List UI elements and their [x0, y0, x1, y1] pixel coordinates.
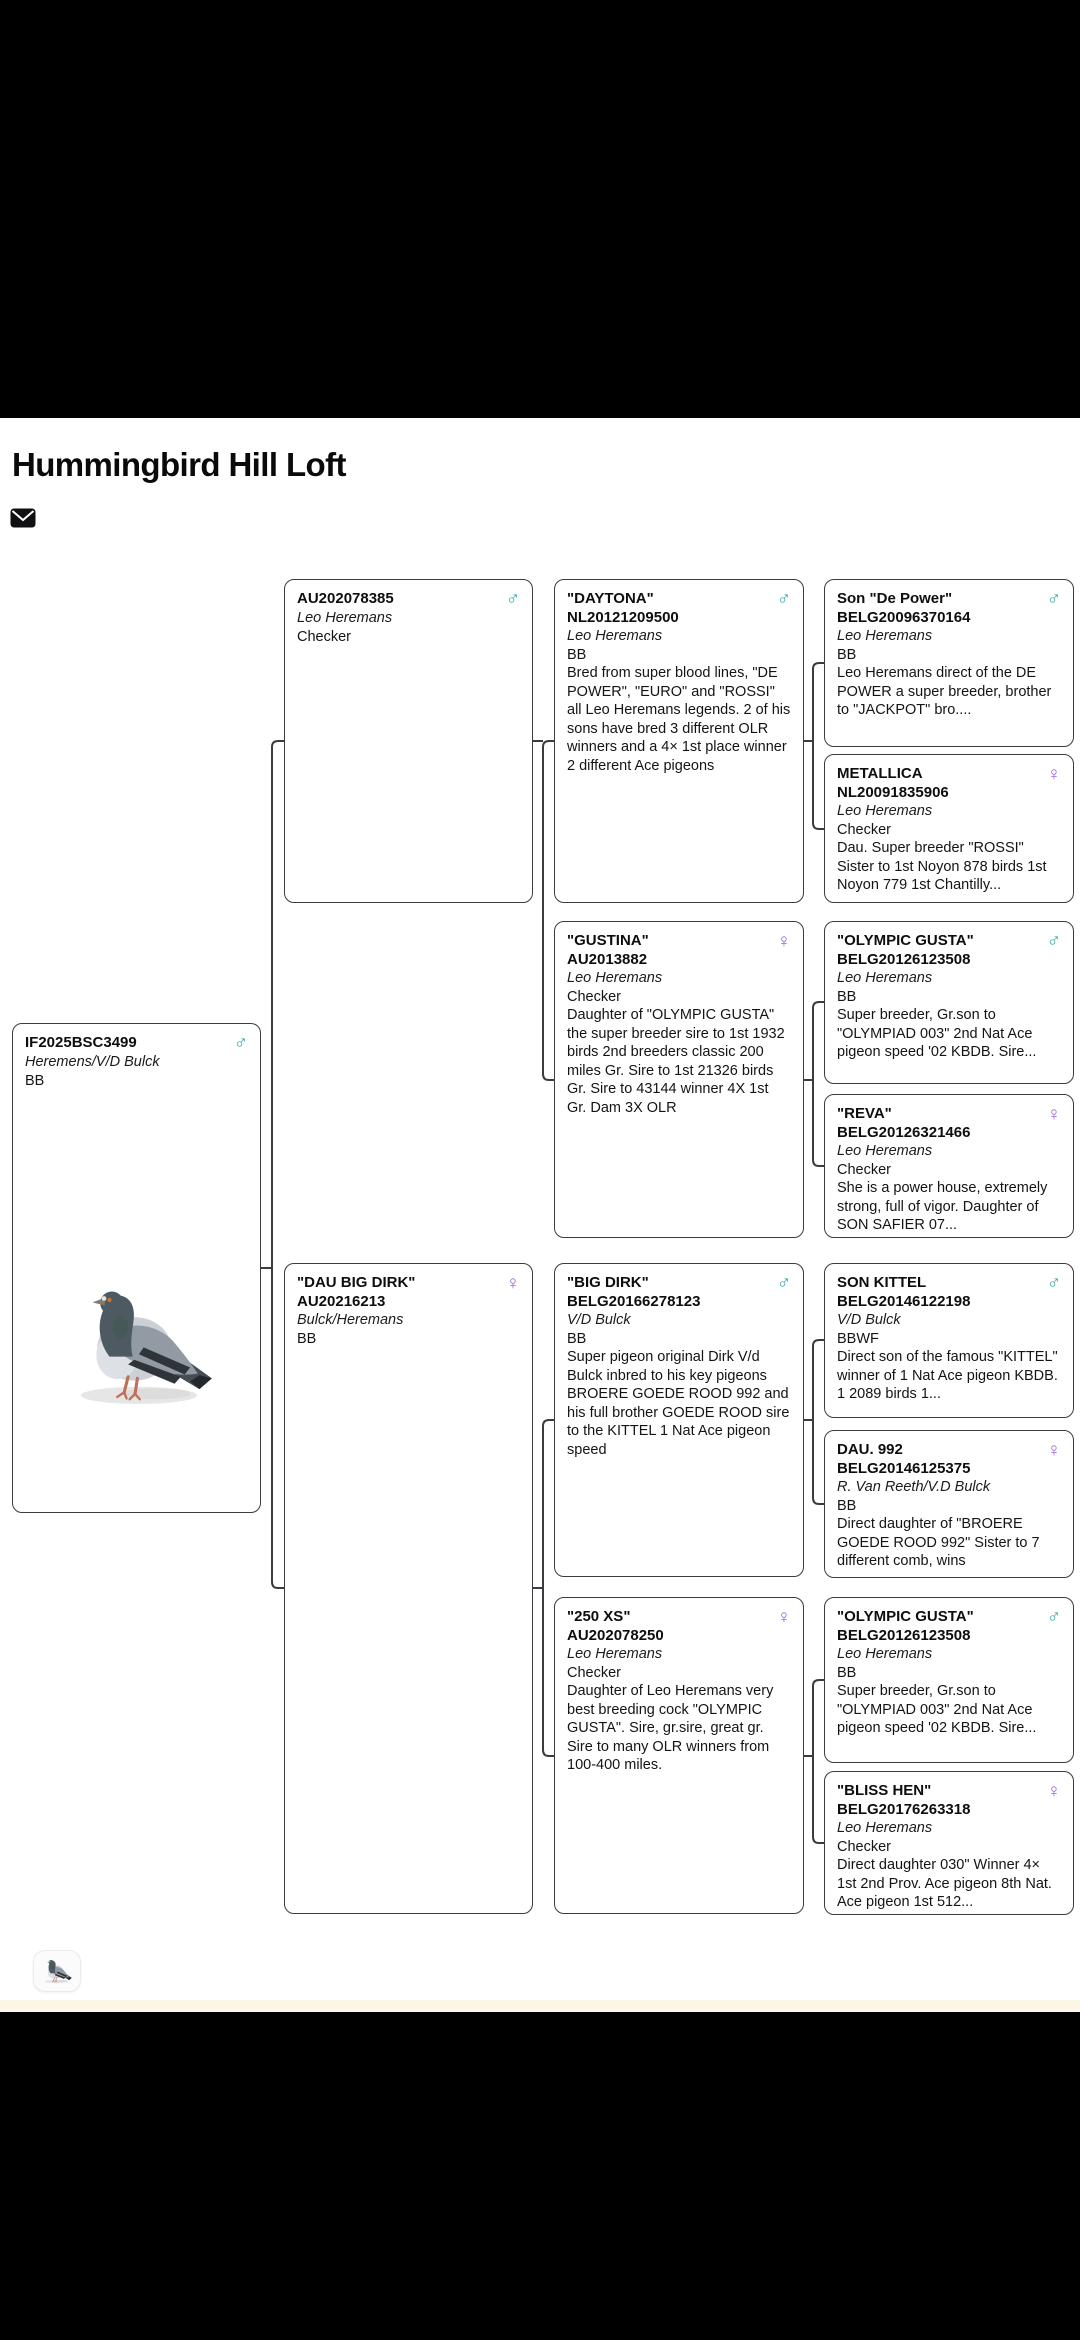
sex-icon: ♂ — [233, 1033, 248, 1054]
bird-band: BELG20146122198 — [837, 1292, 971, 1310]
sex-icon: ♀ — [1046, 1781, 1061, 1802]
bird-card-sire[interactable] — [284, 579, 533, 903]
connector-line — [543, 741, 554, 1080]
bird-description: Daughter of Leo Heremans very best breeding cock "OLYMPIC GUSTA". Sire, gr.sire, great gr. Sire to many OLR winners from 100-400 miles. — [567, 1683, 774, 1773]
bird-name: "OLYMPIC GUSTA" — [837, 1608, 974, 1625]
bird-band: AU20216213 — [297, 1292, 386, 1310]
sex-icon: ♂ — [505, 589, 520, 610]
sex-icon: ♂ — [1046, 1273, 1061, 1294]
connector-line — [272, 741, 284, 1588]
bird-color: BB — [837, 988, 857, 1005]
sex-icon: ♀ — [1046, 1440, 1061, 1461]
bird-card-gen4-6[interactable] — [824, 1430, 1074, 1578]
bird-title — [25, 1034, 228, 1053]
bird-title — [567, 1274, 771, 1311]
bird-strain: Leo Heremans — [837, 1143, 933, 1159]
connector-line — [543, 1420, 554, 1756]
bird-description: Super pigeon original Dirk V/d Bulck inbred to his key pigeons BROERE GOEDE ROOD 992 and his full brother GOEDE ROOD sire to the KITTEL 1 Nat Ace pigeon speed — [567, 1349, 790, 1458]
bird-title — [837, 932, 1041, 969]
bird-color: Checker — [567, 988, 621, 1005]
bird-band: NL20091835906 — [837, 783, 949, 801]
bird-name: "BLISS HEN" — [837, 1782, 932, 1799]
bird-strain: Leo Heremans — [567, 1646, 663, 1662]
bird-band: BELG20166278123 — [567, 1292, 701, 1310]
bird-strain: Heremens/V/D Bulck — [25, 1054, 160, 1070]
bird-card-gen4-4[interactable] — [824, 1094, 1074, 1238]
bird-description: Direct daughter of "BROERE GOEDE ROOD 992" Sister to 7 different comb, wins — [837, 1516, 1040, 1569]
pigeon-photo — [63, 1279, 218, 1411]
bird-strain: Leo Heremans — [837, 803, 933, 819]
bird-color: BBWF — [837, 1330, 879, 1347]
bird-title — [837, 1608, 1041, 1645]
bird-color: BB — [837, 1497, 857, 1514]
bird-band: IF2025BSC3499 — [25, 1034, 137, 1051]
bird-title — [297, 1274, 500, 1311]
bird-band: BELG20176263318 — [837, 1800, 971, 1818]
connector-line — [813, 663, 824, 829]
bird-name: "BIG DIRK" — [567, 1274, 649, 1291]
connector-line — [813, 1680, 824, 1843]
bird-strain: V/D Bulck — [837, 1312, 901, 1328]
bird-band: NL20121209500 — [567, 608, 679, 626]
bird-color: BB — [297, 1330, 317, 1347]
bird-color: BB — [25, 1072, 45, 1089]
bird-strain: Leo Heremans — [837, 1646, 933, 1662]
bird-name: "250 XS" — [567, 1608, 631, 1625]
bird-description: Leo Heremans direct of the DE POWER a super breeder, brother to "JACKPOT" bro.... — [837, 665, 1052, 718]
bird-color: BB — [567, 1330, 587, 1347]
bird-title — [297, 590, 500, 609]
bird-title — [567, 932, 771, 969]
bird-color: BB — [567, 646, 587, 663]
bird-description: Daughter of "OLYMPIC GUSTA" the super breeder sire to 1st 1932 birds 2nd breeders classic 200 miles Gr. Sire to 1st 21326 birds Gr. Sire to 43144 winner 4X 1st Gr. Dam 3X OLR — [567, 1007, 785, 1116]
connector-line — [813, 1340, 824, 1504]
bird-name: SON KITTEL — [837, 1274, 927, 1291]
bird-strain: Leo Heremans — [837, 628, 933, 644]
bird-color: BB — [837, 646, 857, 663]
sex-icon: ♀ — [1046, 1104, 1061, 1125]
sex-icon: ♂ — [1046, 589, 1061, 610]
bird-title — [837, 1274, 1041, 1311]
bird-description: Super breeder, Gr.son to "OLYMPIAD 003" 2nd Nat Ace pigeon speed '02 KBDB. Sire... — [837, 1007, 1037, 1060]
bird-name: DAU. 992 — [837, 1441, 903, 1458]
bird-title — [837, 590, 1041, 627]
bird-description: Direct daughter 030" Winner 4× 1st 2nd Prov. Ace pigeon 8th Nat. Ace pigeon 1st 512... — [837, 1857, 1052, 1910]
sex-icon: ♀ — [505, 1273, 520, 1294]
sex-icon: ♀ — [776, 1607, 791, 1628]
bird-title — [837, 1105, 1041, 1142]
bird-card-gen3-4[interactable] — [554, 1597, 804, 1914]
bird-title — [567, 590, 771, 627]
bird-name: "OLYMPIC GUSTA" — [837, 932, 974, 949]
bird-card-gen4-1[interactable] — [824, 579, 1074, 747]
sex-icon: ♂ — [776, 589, 791, 610]
bird-color: BB — [837, 1664, 857, 1681]
bird-color: Checker — [837, 821, 891, 838]
bird-card-gen4-5[interactable] — [824, 1263, 1074, 1418]
bird-card-gen4-7[interactable] — [824, 1597, 1074, 1763]
bird-color: Checker — [567, 1664, 621, 1681]
bird-description: Dau. Super breeder "ROSSI" Sister to 1st Noyon 878 birds 1st Noyon 779 1st Chantilly... — [837, 840, 1047, 893]
bird-color: Checker — [837, 1838, 891, 1855]
bird-strain: Bulck/Heremans — [297, 1312, 404, 1328]
bird-card-gen4-3[interactable] — [824, 921, 1074, 1084]
bird-card-gen4-8[interactable] — [824, 1771, 1074, 1915]
bird-band: BELG20146125375 — [837, 1459, 971, 1477]
bird-band: BELG20126123508 — [837, 1626, 971, 1644]
bird-strain: R. Van Reeth/V.D Bulck — [837, 1479, 991, 1495]
bird-strain: V/D Bulck — [567, 1312, 631, 1328]
bird-card-root[interactable] — [12, 1023, 261, 1513]
sex-icon: ♂ — [1046, 931, 1061, 952]
bird-name: Son "De Power" — [837, 590, 953, 607]
bird-name: "DAU BIG DIRK" — [297, 1274, 416, 1291]
bird-card-gen3-2[interactable] — [554, 921, 804, 1238]
bird-name: "REVA" — [837, 1105, 892, 1122]
pigeon-button[interactable] — [33, 1950, 81, 1992]
sex-icon: ♀ — [1046, 764, 1061, 785]
bird-title — [837, 1441, 1041, 1478]
bird-name: "GUSTINA" — [567, 932, 649, 949]
bird-card-dam[interactable] — [284, 1263, 533, 1914]
bird-band: AU202078385 — [297, 590, 394, 607]
bird-title — [837, 765, 1041, 802]
bird-name: METALLICA — [837, 765, 923, 782]
bird-card-gen3-1[interactable] — [554, 579, 804, 903]
bird-color: Checker — [297, 628, 351, 645]
bird-color: Checker — [837, 1161, 891, 1178]
bird-title — [567, 1608, 771, 1645]
sex-icon: ♂ — [776, 1273, 791, 1294]
bird-description: She is a power house, extremely strong, full of vigor. Daughter of SON SAFIER 07... — [837, 1180, 1048, 1233]
bird-strain: Leo Heremans — [567, 970, 663, 986]
bird-band: BELG20126123508 — [837, 950, 971, 968]
sex-icon: ♂ — [1046, 1607, 1061, 1628]
bird-band: AU202078250 — [567, 1626, 664, 1644]
page-title: Hummingbird Hill Loft — [12, 446, 346, 483]
bird-band: AU2013882 — [567, 950, 648, 968]
bird-title — [837, 1782, 1041, 1819]
bird-band: BELG20096370164 — [837, 608, 971, 626]
bird-strain: Leo Heremans — [567, 628, 663, 644]
bird-band: BELG20126321466 — [837, 1123, 971, 1141]
bird-card-gen3-3[interactable] — [554, 1263, 804, 1577]
sex-icon: ♀ — [776, 931, 791, 952]
bird-description: Direct son of the famous "KITTEL" winner of 1 Nat Ace pigeon KBDB. 1 2089 birds 1... — [837, 1349, 1058, 1402]
pigeon-icon — [41, 1957, 73, 1985]
connector-line — [813, 1002, 824, 1166]
bird-description: Bred from super blood lines, "DE POWER", "EURO" and "ROSSI" all Leo Heremans legends. 2 of his sons have bred 3 different OLR winners and a 4× 1st place winner 2 different Ace pigeons — [567, 665, 791, 774]
bird-card-gen4-2[interactable] — [824, 754, 1074, 903]
bird-description: Super breeder, Gr.son to "OLYMPIAD 003" 2nd Nat Ace pigeon speed '02 KBDB. Sire... — [837, 1683, 1037, 1736]
bird-strain: Leo Heremans — [297, 610, 393, 626]
bird-strain: Leo Heremans — [837, 970, 933, 986]
bird-strain: Leo Heremans — [837, 1820, 933, 1836]
bird-name: "DAYTONA" — [567, 590, 654, 607]
